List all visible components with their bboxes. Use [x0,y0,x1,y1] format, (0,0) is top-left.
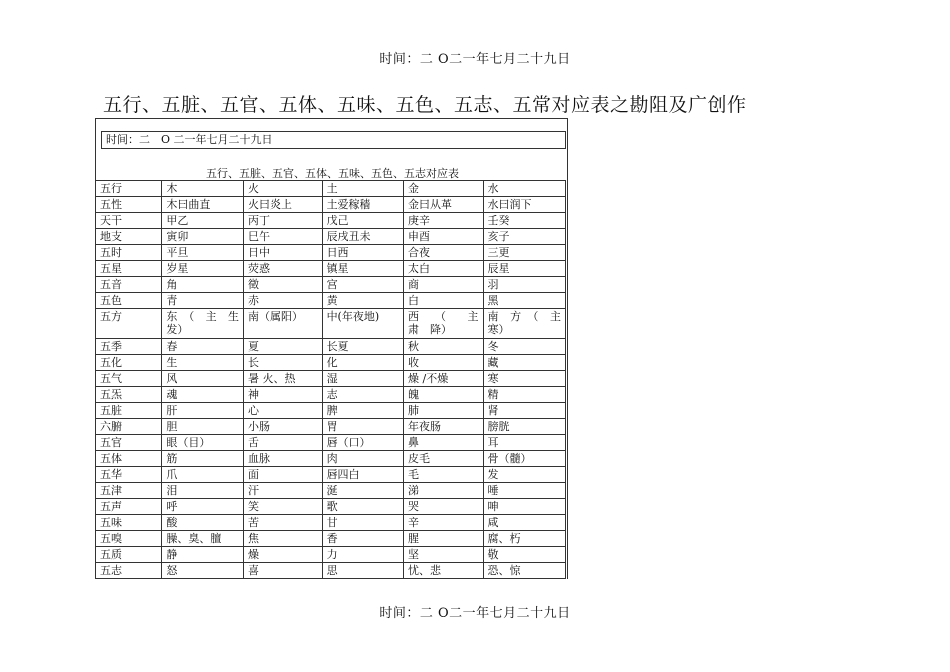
table-cell: 涎 [322,483,403,499]
table-cell: 辛 [404,515,484,531]
table-cell: 青 [162,293,244,309]
table-cell: 神 [243,387,322,403]
table-row [96,355,566,371]
row-label-cell: 五华 [96,467,162,483]
table-cell: 哭 [404,499,484,515]
table-cell: 土爱稼穑 [322,197,403,213]
table-cell: 泪 [162,483,244,499]
table-cell: 徵 [243,277,322,293]
table-cell: 化 [322,355,403,371]
table-cell: 涕 [404,483,484,499]
table-cell: 火 [243,181,322,197]
table-row [96,277,566,293]
table-cell: 长夏 [322,339,403,355]
table-cell: 甘 [322,515,403,531]
table-row [96,245,566,261]
table-cell: 收 [404,355,484,371]
table-cell: 金曰从革 [404,197,484,213]
table-cell: 喜 [243,563,322,579]
table-cell: 赤 [243,293,322,309]
table-cell: 唾 [483,483,565,499]
document-title: 五行、五脏、五官、五体、五味、五色、五志、五常对应表之勘阻及广创作 [103,94,747,116]
table-cell: 日西 [322,245,403,261]
table-cell: 焦 [243,531,322,547]
row-label-cell: 五星 [96,261,162,277]
table-cell: 春 [162,339,244,355]
table-cell: 胆 [162,419,244,435]
row-label-cell: 五音 [96,277,162,293]
table-cell: 膀胱 [483,419,565,435]
row-label-cell: 五时 [96,245,162,261]
table-cell: 呼 [162,499,244,515]
table-cell: 东 （ 主 生 发） [162,309,244,339]
table-row [96,309,566,339]
table-cell: 金 [404,181,484,197]
table-cell: 汗 [243,483,322,499]
table-row [96,467,566,483]
table-row [96,261,566,277]
table-row [96,339,566,355]
row-label-cell: 五化 [96,355,162,371]
table-cell: 爪 [162,467,244,483]
table-cell: 腐、朽 [483,531,565,547]
table-cell: 皮毛 [404,451,484,467]
table-cell: 寒 [483,371,565,387]
table-cell: 南 方 （ 主 寒） [483,309,565,339]
row-label-cell: 五色 [96,293,162,309]
page-header-date: 时间：二 O二一年七月二十九日 [379,52,571,67]
table-cell: 宫 [322,277,403,293]
table-cell: 年夜肠 [404,419,484,435]
table-row [96,213,566,229]
table-cell: 静 [162,547,244,563]
table-cell: 敬 [483,547,565,563]
table-cell: 肺 [404,403,484,419]
table-cell: 藏 [483,355,565,371]
table-inner-date: 时间：二 O 二一年七月二十九日 [101,131,566,149]
table-cell: 笑 [243,499,322,515]
table-cell: 力 [322,547,403,563]
row-label-cell: 五炁 [96,387,162,403]
table-cell: 思 [322,563,403,579]
table-cell: 耳 [483,435,565,451]
table-cell: 辰星 [483,261,565,277]
row-label-cell: 五嗅 [96,531,162,547]
table-cell: 胃 [322,419,403,435]
row-label-cell: 五志 [96,563,162,579]
table-cell: 苦 [243,515,322,531]
table-row [96,387,566,403]
row-label-cell: 五行 [96,181,162,197]
table-row [96,515,566,531]
row-label-cell: 五质 [96,547,162,563]
table-cell: 木 [162,181,244,197]
table-cell: 壬癸 [483,213,565,229]
table-cell: 中(年夜地) [322,309,403,339]
table-cell: 眼（目） [162,435,244,451]
table-cell: 巳午 [243,229,322,245]
table-cell: 肉 [322,451,403,467]
table-cell: 白 [404,293,484,309]
table-cell: 怒 [162,563,244,579]
table-cell: 黑 [483,293,565,309]
table-cell: 血脉 [243,451,322,467]
table-cell: 呻 [483,499,565,515]
table-cell: 丙丁 [243,213,322,229]
table-cell: 臊、臭、膻 [162,531,244,547]
table-row [96,483,566,499]
table-cell: 忧、悲 [404,563,484,579]
table-cell: 水 [483,181,565,197]
table-body [96,181,572,579]
row-label-cell: 五方 [96,309,162,339]
table-cell: 秋 [404,339,484,355]
table-cell: 申酉 [404,229,484,245]
table-cell: 舌 [243,435,322,451]
table-row [96,403,566,419]
table-cell: 火曰炎上 [243,197,322,213]
table-row [96,181,566,197]
table-cell: 筋 [162,451,244,467]
table-cell: 肝 [162,403,244,419]
table-row [96,547,566,563]
row-label-cell: 五气 [96,371,162,387]
table-cell: 唇（口） [322,435,403,451]
table-cell: 魄 [404,387,484,403]
table-cell: 水曰润下 [483,197,565,213]
row-label-cell: 五津 [96,483,162,499]
table-row [96,229,566,245]
table-cell: 岁星 [162,261,244,277]
table-cell: 志 [322,387,403,403]
table-row [96,563,566,579]
table-cell: 恐、惊 [483,563,565,579]
table-row [96,293,566,309]
table-cell: 咸 [483,515,565,531]
row-label-cell: 五味 [96,515,162,531]
table-cell: 木曰曲直 [162,197,244,213]
table-cell: 三更 [483,245,565,261]
row-label-cell: 五脏 [96,403,162,419]
row-label-cell: 五体 [96,451,162,467]
table-cell: 商 [404,277,484,293]
table-row [96,499,566,515]
table-cell: 发 [483,467,565,483]
table-cell: 面 [243,467,322,483]
table-cell: 毛 [404,467,484,483]
table-cell: 湿 [322,371,403,387]
table-cell: 鼻 [404,435,484,451]
row-label-cell: 五官 [96,435,162,451]
table-row [96,419,566,435]
table-cell: 平旦 [162,245,244,261]
table-cell: 长 [243,355,322,371]
table-cell: 歌 [322,499,403,515]
table-cell: 暑 火、热 [243,371,322,387]
table-cell: 寅卯 [162,229,244,245]
table-cell: 香 [322,531,403,547]
table-cell: 黄 [322,293,403,309]
table-cell: 南（属阳） [243,309,322,339]
correspondence-table [95,180,572,579]
table-cell: 唇四白 [322,467,403,483]
table-cell: 骨（髓） [483,451,565,467]
page-footer-date: 时间：二 O二一年七月二十九日 [379,606,571,621]
row-label-cell: 五性 [96,197,162,213]
table-cell: 夏 [243,339,322,355]
table-cell: 角 [162,277,244,293]
table-cell: 酸 [162,515,244,531]
table-cell: 脾 [322,403,403,419]
table-cell: 羽 [483,277,565,293]
table-row [96,531,566,547]
table-cell: 镇星 [322,261,403,277]
table-cell: 日中 [243,245,322,261]
table-cell: 风 [162,371,244,387]
table-cell: 太白 [404,261,484,277]
table-cell: 燥 [243,547,322,563]
table-cell: 辰戌丑未 [322,229,403,245]
table-cell: 戊己 [322,213,403,229]
table-cell: 甲乙 [162,213,244,229]
row-label-cell: 天干 [96,213,162,229]
table-cell: 荧惑 [243,261,322,277]
table-cell: 腥 [404,531,484,547]
table-row [96,371,566,387]
row-label-cell: 六腑 [96,419,162,435]
table-cell: 合夜 [404,245,484,261]
table-cell: 小肠 [243,419,322,435]
table-cell: 庚辛 [404,213,484,229]
table-cell: 西 （ 主 肃 降） [404,309,484,339]
table-cell: 肾 [483,403,565,419]
row-label-cell: 五季 [96,339,162,355]
row-label-cell: 五声 [96,499,162,515]
table-row [96,435,566,451]
table-cell: 生 [162,355,244,371]
table-row [96,197,566,213]
table-cell: 冬 [483,339,565,355]
row-label-cell: 地支 [96,229,162,245]
table-cell: 亥子 [483,229,565,245]
table-caption: 五行、五脏、五官、五体、五味、五色、五志对应表 [206,167,459,180]
table-cell: 精 [483,387,565,403]
table-frame [95,118,572,579]
table-cell: 坚 [404,547,484,563]
table-cell: 心 [243,403,322,419]
table-cell: 燥 /不燥 [404,371,484,387]
table-row [96,451,566,467]
table-cell: 土 [322,181,403,197]
table-cell: 魂 [162,387,244,403]
